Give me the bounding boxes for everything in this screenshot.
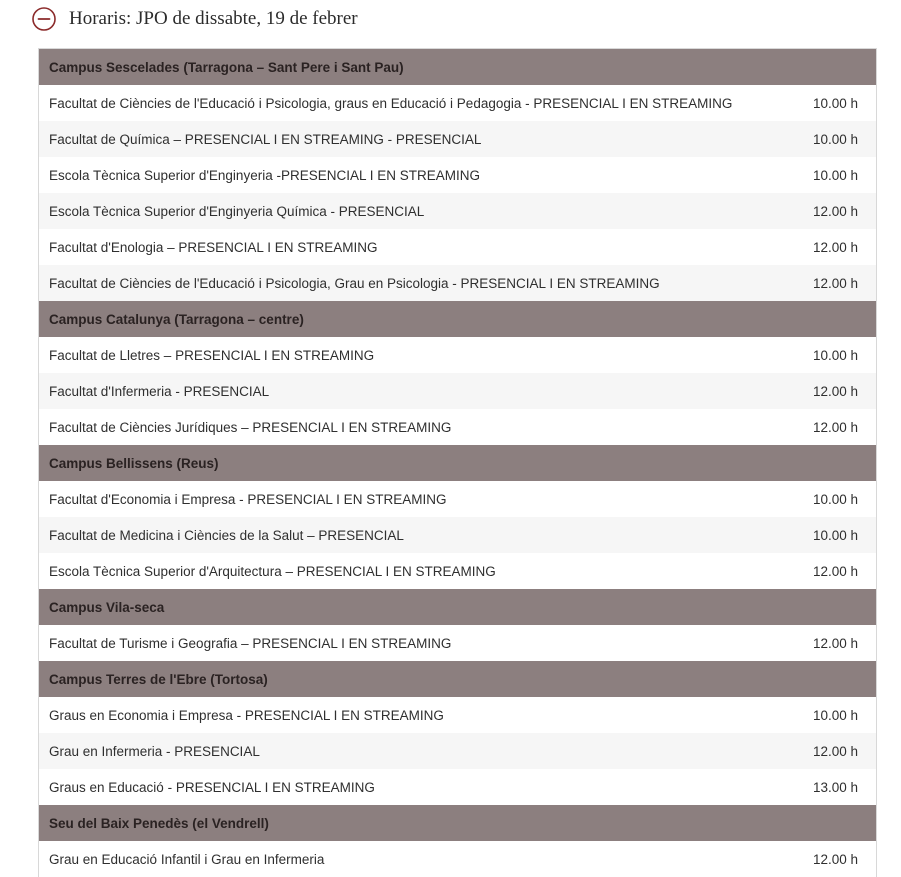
minus-circle-icon[interactable] bbox=[32, 7, 56, 31]
schedule-row bbox=[39, 517, 876, 553]
campus-header bbox=[39, 661, 876, 697]
session-time: 12.00 h bbox=[812, 743, 858, 759]
page-title[interactable]: Horaris: JPO de dissabte, 19 de febrer bbox=[69, 8, 358, 29]
faculty-label: Facultat de Medicina i Ciències de la Salut – PRESENCIAL bbox=[49, 527, 404, 543]
schedule-row bbox=[39, 553, 876, 589]
session-time: 12.00 h bbox=[812, 419, 858, 435]
campus-name: Campus Bellissens (Reus) bbox=[49, 455, 219, 471]
faculty-label: Facultat de Turisme i Geografia – PRESENCIAL I EN STREAMING bbox=[49, 635, 452, 651]
session-time: 10.00 h bbox=[812, 131, 858, 147]
schedule-row bbox=[39, 337, 876, 373]
accordion-header[interactable] bbox=[32, 5, 358, 33]
campus-name: Campus Sescelades (Tarragona – Sant Pere i Sant Pau) bbox=[49, 59, 404, 75]
faculty-label: Graus en Economia i Empresa - PRESENCIAL I EN STREAMING bbox=[49, 707, 444, 723]
schedule-row bbox=[39, 265, 876, 301]
session-time: 12.00 h bbox=[812, 239, 858, 255]
session-time: 10.00 h bbox=[812, 491, 858, 507]
schedule-table bbox=[38, 48, 877, 877]
campus-name: Campus Vila-seca bbox=[49, 599, 165, 615]
session-time: 10.00 h bbox=[812, 347, 858, 363]
session-time: 12.00 h bbox=[812, 383, 858, 399]
faculty-label: Grau en Educació Infantil i Grau en Infermeria bbox=[49, 851, 325, 867]
campus-header bbox=[39, 805, 876, 841]
session-time: 12.00 h bbox=[812, 851, 858, 867]
schedule-row bbox=[39, 769, 876, 805]
campus-header bbox=[39, 445, 876, 481]
session-time: 12.00 h bbox=[812, 203, 858, 219]
schedule-row bbox=[39, 697, 876, 733]
faculty-label: Escola Tècnica Superior d'Enginyeria Química - PRESENCIAL bbox=[49, 203, 425, 219]
schedule-row bbox=[39, 157, 876, 193]
faculty-label: Facultat de Ciències de l'Educació i Psicologia, graus en Educació i Pedagogia - PRESENCIAL I EN STREAMING bbox=[49, 95, 733, 111]
campus-name: Seu del Baix Penedès (el Vendrell) bbox=[49, 815, 269, 831]
faculty-label: Escola Tècnica Superior d'Enginyeria -PRESENCIAL I EN STREAMING bbox=[49, 167, 480, 183]
schedule-row bbox=[39, 193, 876, 229]
campus-header bbox=[39, 49, 876, 85]
faculty-label: Escola Tècnica Superior d'Arquitectura – PRESENCIAL I EN STREAMING bbox=[49, 563, 496, 579]
session-time: 12.00 h bbox=[812, 635, 858, 651]
session-time: 13.00 h bbox=[812, 779, 858, 795]
faculty-label: Facultat d'Economia i Empresa - PRESENCIAL I EN STREAMING bbox=[49, 491, 447, 507]
campus-header bbox=[39, 301, 876, 337]
schedule-row bbox=[39, 121, 876, 157]
session-time: 12.00 h bbox=[812, 275, 858, 291]
schedule-row bbox=[39, 733, 876, 769]
campus-name: Campus Catalunya (Tarragona – centre) bbox=[49, 311, 304, 327]
schedule-row bbox=[39, 85, 876, 121]
schedule-row bbox=[39, 373, 876, 409]
faculty-label: Facultat de Ciències de l'Educació i Psicologia, Grau en Psicologia - PRESENCIAL I EN STREAMING bbox=[49, 275, 660, 291]
session-time: 10.00 h bbox=[812, 95, 858, 111]
faculty-label: Facultat de Química – PRESENCIAL I EN STREAMING - PRESENCIAL bbox=[49, 131, 482, 147]
faculty-label: Graus en Educació - PRESENCIAL I EN STREAMING bbox=[49, 779, 375, 795]
schedule-row bbox=[39, 481, 876, 517]
faculty-label: Facultat d'Infermeria - PRESENCIAL bbox=[49, 383, 270, 399]
campus-header bbox=[39, 589, 876, 625]
schedule-row bbox=[39, 841, 876, 877]
faculty-label: Grau en Infermeria - PRESENCIAL bbox=[49, 743, 260, 759]
faculty-label: Facultat de Lletres – PRESENCIAL I EN STREAMING bbox=[49, 347, 375, 363]
faculty-label: Facultat d'Enologia – PRESENCIAL I EN STREAMING bbox=[49, 239, 378, 255]
schedule-row bbox=[39, 229, 876, 265]
session-time: 10.00 h bbox=[812, 527, 858, 543]
schedule-row bbox=[39, 625, 876, 661]
session-time: 10.00 h bbox=[812, 167, 858, 183]
session-time: 10.00 h bbox=[812, 707, 858, 723]
campus-name: Campus Terres de l'Ebre (Tortosa) bbox=[49, 671, 268, 687]
session-time: 12.00 h bbox=[812, 563, 858, 579]
schedule-row bbox=[39, 409, 876, 445]
faculty-label: Facultat de Ciències Jurídiques – PRESENCIAL I EN STREAMING bbox=[49, 419, 452, 435]
